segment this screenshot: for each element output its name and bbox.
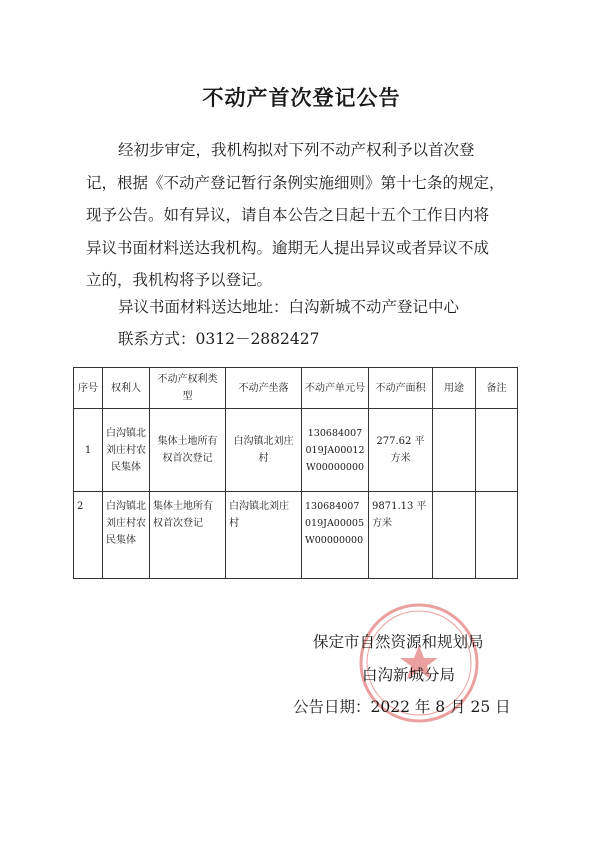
header-holder: 权利人 (103, 368, 150, 409)
header-location: 不动产坐落 (226, 368, 302, 409)
cell-unit-no: 130684007019JA00012W00000000 (302, 409, 369, 492)
header-right-type: 不动产权利类型 (150, 368, 226, 409)
notice-line: 异议书面材料送达我机构。逾期无人提出异议或者异议不成 (86, 238, 490, 257)
objection-address: 异议书面材料送达地址：白沟新城不动产登记中心 (118, 298, 460, 316)
cell-right-type: 集体土地所有权首次登记 (150, 492, 226, 579)
notice-line: 经初步审定，我机构拟对下列不动产权利予以首次登 (118, 141, 475, 159)
cell-right-type: 集体土地所有权首次登记 (150, 409, 226, 492)
notice-line: 记，根据《不动产登记暂行条例实施细则》第十七条的规定， (86, 173, 505, 192)
cell-no: 2 (74, 492, 103, 579)
header-no: 序号 (74, 368, 103, 409)
cell-use (433, 409, 476, 492)
header-unit-no: 不动产单元号 (302, 368, 369, 409)
header-area: 不动产面积 (369, 368, 433, 409)
page-title: 不动产首次登记公告 (202, 86, 401, 110)
notice-line: 立的，我机构将予以登记。 (86, 271, 273, 289)
cell-holder: 白沟镇北刘庄村农民集体 (103, 409, 150, 492)
cell-area: 9871.13 平方米 (369, 492, 433, 579)
cell-remark (476, 409, 518, 492)
issuing-organization: 保定市自然资源和规划局 (313, 633, 484, 651)
cell-remark (476, 492, 518, 579)
contact-info: 联系方式：0312－2882427 (118, 330, 320, 348)
notice-body (86, 134, 520, 297)
cell-holder: 白沟镇北刘庄村农民集体 (103, 492, 150, 579)
table-row (74, 492, 518, 579)
header-remark: 备注 (476, 368, 518, 409)
table-row (74, 409, 518, 492)
table-header-row (74, 368, 518, 409)
cell-area: 277.62 平方米 (369, 409, 433, 492)
notice-date: 公告日期：2022 年 8 月 25 日 (293, 698, 511, 716)
cell-use (433, 492, 476, 579)
issuing-branch: 白沟新城分局 (362, 666, 456, 684)
cell-location: 白沟镇北刘庄村 (226, 409, 302, 492)
cell-no: 1 (74, 409, 103, 492)
cell-location: 白沟镇北刘庄村 (226, 492, 302, 579)
cell-unit-no: 130684007019JA00005W00000000 (302, 492, 369, 579)
notice-line: 现予公告。如有异议，请自本公告之日起十五个工作日内将 (86, 206, 490, 224)
registration-table (73, 367, 518, 579)
header-use: 用途 (433, 368, 476, 409)
